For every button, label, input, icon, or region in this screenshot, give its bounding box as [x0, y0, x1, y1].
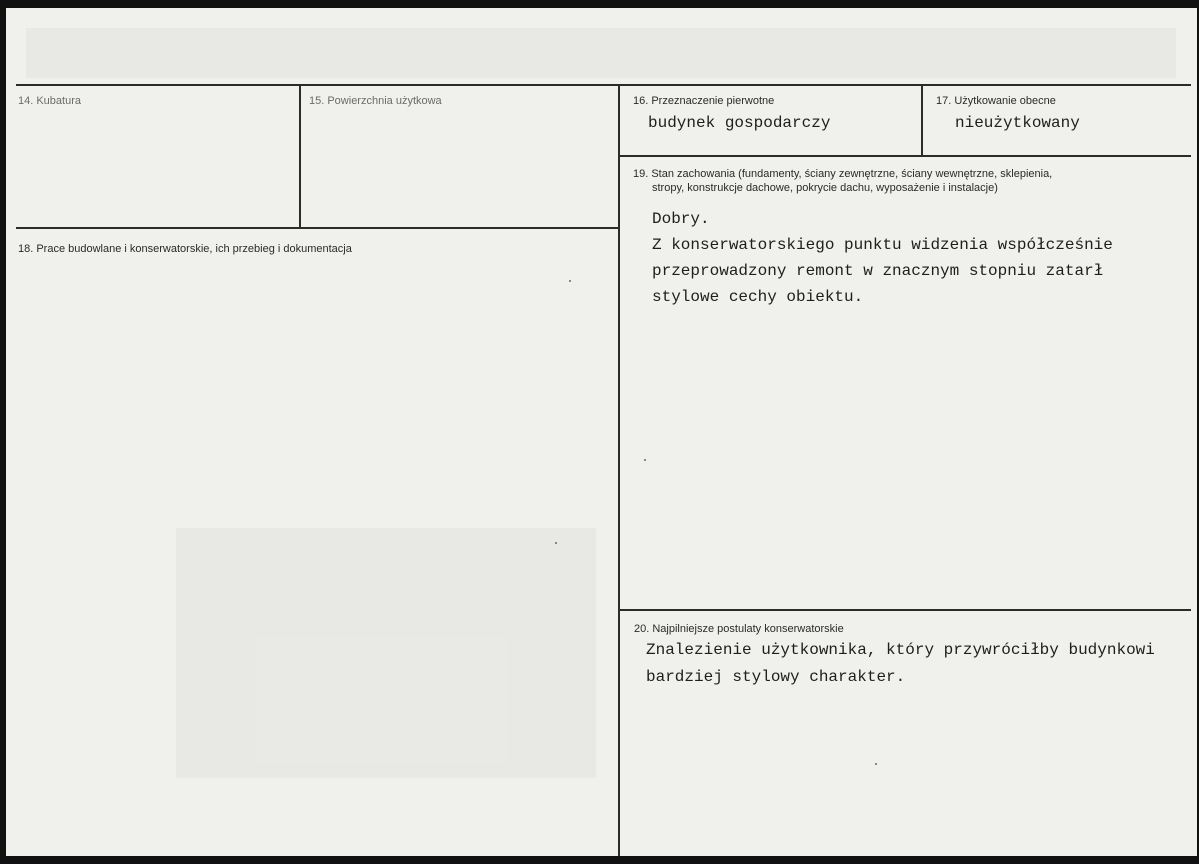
rule-above-20: [620, 609, 1191, 611]
field-19-text-line: stylowe cechy obiektu.: [652, 288, 864, 306]
field-14-label: 14. Kubatura: [18, 95, 81, 107]
field-17-value: nieużytkowany: [955, 114, 1080, 132]
field-16-label: 16. Przeznaczenie pierwotne: [633, 95, 775, 107]
divider-14-15: [299, 85, 301, 228]
field-18-label: 18. Prace budowlane i konserwatorskie, ich przebieg i dokumentacja: [18, 243, 352, 255]
bleed-through-shading: [26, 28, 1176, 78]
field-19-text-line: Z konserwatorskiego punktu widzenia współcześnie: [652, 236, 1113, 254]
field-20-text-line: Znalezienie użytkownika, który przywróciłby budynkowi: [646, 641, 1155, 659]
scan-speck: [875, 763, 877, 765]
main-vertical-divider: [618, 85, 620, 856]
field-19-text-line: Dobry.: [652, 210, 710, 228]
scan-speck: [644, 459, 646, 461]
divider-16-17: [921, 85, 923, 156]
rule-below-16-17: [620, 155, 1191, 157]
field-17-label: 17. Użytkowanie obecne: [936, 95, 1056, 107]
field-20-text-line: bardziej stylowy charakter.: [646, 668, 906, 686]
field-19-label-line-1: 19. Stan zachowania (fundamenty, ściany zewnętrzne, ściany wewnętrzne, sklepienia,: [633, 168, 1053, 180]
field-19-text-line: przeprowadzony remont w znacznym stopniu zatarł: [652, 262, 1104, 280]
bleed-through-shading: [176, 528, 596, 778]
field-19-label-line-2: stropy, konstrukcje dachowe, pokrycie dachu, wyposażenie i instalacje): [652, 182, 998, 194]
field-20-label: 20. Najpilniejsze postulaty konserwatorskie: [634, 623, 844, 635]
field-15-label: 15. Powierzchnia użytkowa: [309, 95, 442, 107]
scan-speck: [569, 280, 571, 282]
inventory-card: [6, 8, 1197, 856]
top-rule: [16, 84, 1191, 86]
scan-speck: [555, 542, 557, 544]
field-16-value: budynek gospodarczy: [648, 114, 831, 132]
rule-below-14-15: [16, 227, 620, 229]
